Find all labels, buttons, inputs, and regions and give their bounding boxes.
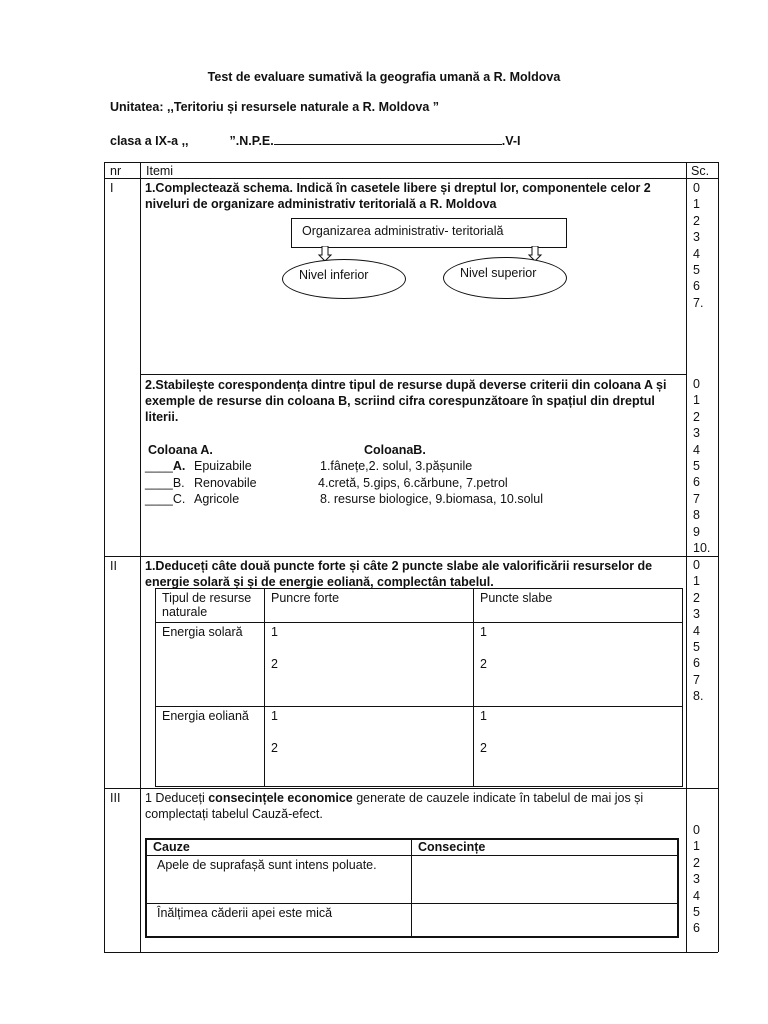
score-option[interactable]: 6 [693,279,700,294]
page-title: Test de evaluare sumativă la geografia umană a R. Moldova [207,70,561,84]
class-prefix: clasa a IX-a ,, [110,134,189,148]
score-option[interactable]: 7. [693,295,704,310]
score-option[interactable]: 7 [693,672,700,687]
point-number: 1 [480,625,487,639]
colB-title: ColoanaB. [364,443,426,457]
section-1-q1-text: 1.Complectează schema. Indică în casetele libere și dreptul lor, componentele celor 2 niveluri de organizare administrativ teritorială a R. Moldova [145,181,651,211]
score-option[interactable]: 6 [693,921,700,936]
score-option[interactable]: 3 [693,426,700,441]
score-option[interactable]: 8 [693,508,700,523]
consequence-cell[interactable] [412,855,679,903]
match-label: Epuizabile [194,459,252,473]
match-blank[interactable]: ____ [145,459,173,473]
frame-bottom [104,952,718,953]
section-3-scores [693,822,700,937]
point-number: 1 [480,709,487,723]
score-option[interactable]: 3 [693,230,700,245]
score-option[interactable]: 10. [693,540,711,555]
match-examples: 8. resurse biologice, 9.biomasa, 10.solul [320,492,544,506]
section-1-q1-scores [693,180,703,311]
section-2-nr: II [110,559,117,573]
strong-points-cell[interactable] [265,707,474,787]
section-3-text-post: generate de cauzele indicate în tabelul de mai jos și complectați tabelul Cauză-efect. [145,791,644,821]
schema-lower-level-label: Nivel inferior [299,268,369,282]
colA-title: Coloana A. [148,443,213,457]
match-row [145,475,185,491]
score-option[interactable]: 5 [693,639,700,654]
match-label: Renovabile [194,476,257,490]
energy-type-cell: Energia solară [156,623,265,707]
table-row [146,903,678,937]
table-row [146,855,678,903]
score-option[interactable]: 4 [693,888,700,903]
score-option[interactable]: 1 [693,839,700,854]
table-header-cell: Tipul de resurse naturale [156,589,265,623]
consequence-cell[interactable] [412,903,679,937]
frame-s2-bottom [104,788,718,789]
section-1-q2-scores [693,376,710,556]
score-option[interactable]: 2 [693,409,700,424]
point-number: 2 [271,657,278,671]
point-number: 1 [271,709,278,723]
strong-points-cell[interactable] [265,623,474,707]
schema-main-box-label: Organizarea administrativ- teritorială [302,224,504,238]
match-blank[interactable]: ____ [145,492,173,506]
match-label: Agricole [194,492,240,506]
point-number: 2 [480,741,487,755]
score-option[interactable]: 8. [693,689,704,704]
score-option[interactable]: 0 [693,377,700,391]
frame-s1-bottom [104,556,718,557]
match-examples: 4.cretă, 5.gips, 6.cărbune, 7.petrol [318,476,508,490]
point-number: 2 [271,741,278,755]
table-header-cell: Consecințe [412,839,679,855]
match-letter: A. [172,459,186,473]
class-suffix: .V-I [501,134,521,148]
weak-points-cell[interactable] [474,707,683,787]
cause-effect-table [145,838,679,938]
frame-right [718,162,719,952]
unit-title: Unitatea: ,,Teritoriu și resursele naturale a R. Moldova ” [110,100,440,114]
schema-upper-level-ellipse[interactable] [443,257,567,299]
match-letter: B. [172,476,185,490]
table-header-cell: Puncre forte [265,589,474,623]
name-blank[interactable] [274,132,502,145]
section-3-text [145,790,685,822]
match-blank[interactable]: ____ [145,476,173,490]
score-option[interactable]: 9 [693,524,700,539]
score-option[interactable]: 4 [693,442,700,457]
table-header-cell: Cauze [146,839,412,855]
match-row [145,458,185,474]
class-line [110,132,521,148]
weak-points-cell[interactable] [474,623,683,707]
table-header-row [146,839,678,855]
score-option[interactable]: 2 [693,590,700,605]
score-option[interactable]: 5 [693,904,700,919]
score-option[interactable]: 4 [693,246,700,261]
score-option[interactable]: 6 [693,656,700,671]
score-option[interactable]: 7 [693,491,700,506]
point-number: 2 [480,657,487,671]
col-header-score: Sc. [691,164,710,178]
table-row [156,707,683,787]
score-option[interactable]: 5 [693,262,700,277]
energy-table [155,588,683,787]
score-option[interactable]: 4 [693,623,700,638]
section-2-scores [693,557,703,705]
schema-upper-level-label: Nivel superior [460,266,537,280]
schema-main-box [291,218,567,248]
match-letter: C. [172,492,186,506]
section-1-nr: I [110,181,114,195]
frame-top [104,162,718,163]
match-examples: 1.fânețe,2. solul, 3.pășunile [320,459,473,473]
section-3-nr: III [110,791,121,805]
score-option[interactable]: 1 [693,393,700,408]
frame-nr-divider [140,162,141,952]
point-number: 1 [271,625,278,639]
frame-q1-bottom [140,374,686,375]
score-option[interactable]: 0 [693,823,700,837]
frame-left [104,162,105,952]
table-header-row [156,589,683,623]
section-1-q2-text: 2.Stabilește corespondența dintre tipul de resurse după deverse criterii din coloana A și exemple de resurse din coloana B, scriind cifra corespunzătoare în spațiul din dreptul literii. [145,378,667,424]
col-header-items: Itemi [146,164,174,178]
frame-score-divider [686,162,687,952]
section-3-text-pre: 1 Deduceți [145,791,209,805]
score-option[interactable]: 2 [693,855,700,870]
cause-cell: Apele de suprafașă sunt intens poluate. [146,855,412,903]
cause-cell: Înălțimea căderii apei este mică [146,903,412,937]
score-option[interactable]: 1 [693,197,700,212]
section-2-text: 1.Deduceți câte două puncte forte și câte 2 puncte slabe ale valorificării resurselor de energie solară și și de energie eoliană, complectân tabelul. [145,559,653,589]
score-option[interactable]: 2 [693,213,700,228]
match-row [145,491,185,507]
class-mid: ”.N.P.E. [229,134,274,148]
score-option[interactable]: 0 [693,181,700,195]
score-option[interactable]: 1 [693,574,700,589]
score-option[interactable]: 3 [693,607,700,622]
table-header-cell: Puncte slabe [474,589,683,623]
schema-lower-level-ellipse[interactable] [282,259,406,299]
score-option[interactable]: 3 [693,872,700,887]
col-header-nr: nr [110,164,122,178]
table-row [156,623,683,707]
score-option[interactable]: 0 [693,558,700,572]
section-3-text-bold: consecințele economice [208,791,353,805]
frame-header-bottom [104,178,718,179]
energy-type-cell: Energia eoliană [156,707,265,787]
score-option[interactable]: 5 [693,458,700,473]
score-option[interactable]: 6 [693,475,700,490]
